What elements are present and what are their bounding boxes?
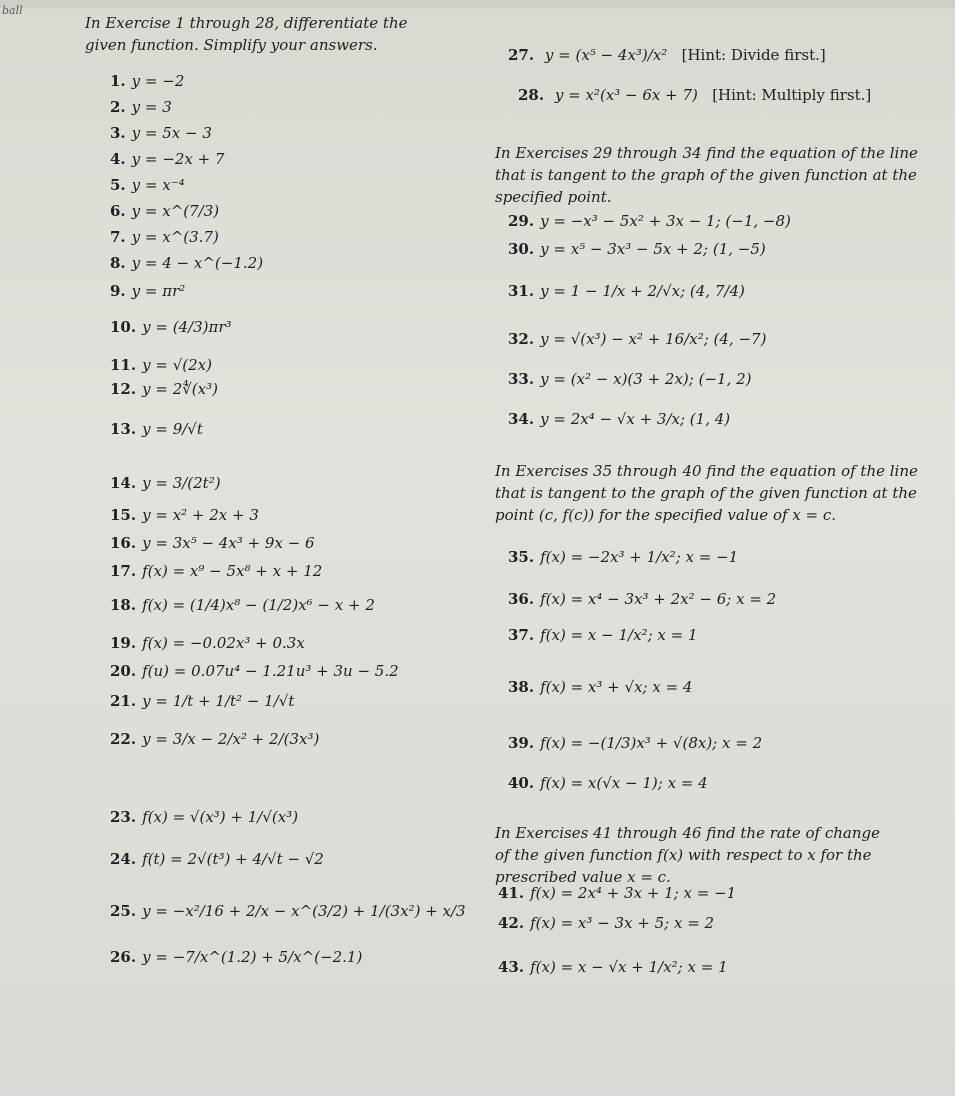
exercise-formula: y = x^(7/3) [131, 202, 220, 220]
exercise-number: 9. [110, 282, 126, 300]
exercise-formula: f(x) = −(1/3)x³ + √(8x); x = 2 [540, 734, 763, 752]
exercise-formula: y = −x²/16 + 2/x − x^(3/2) + 1/(3x²) + x/3 [142, 902, 466, 920]
exercise-row [110, 692, 294, 710]
exercise-formula: f(x) = x − 1/x²; x = 1 [540, 626, 698, 644]
exercise-formula: y = 9/√t [142, 420, 203, 438]
exercise-row [110, 318, 232, 336]
exercise-row [110, 808, 298, 826]
exercise-formula: f(x) = x(√x − 1); x = 4 [540, 774, 708, 792]
exercise-27: 27. y = (x⁵ − 4x³)/x² [Hint: Divide first.] [508, 46, 826, 64]
exercise-number: 29. [508, 212, 535, 230]
exercise-number: 4. [110, 150, 126, 168]
exercise-number: 37. [508, 626, 535, 644]
exercise-formula: f(x) = x⁹ − 5x⁸ + x + 12 [142, 562, 323, 580]
exercise-formula: y = (4/3)πr³ [142, 318, 232, 336]
exercise-number: 26. [110, 948, 137, 966]
exercise-row [110, 254, 263, 272]
exercise-number: 15. [110, 506, 137, 524]
exercise-number: 36. [508, 590, 535, 608]
exercise-row [508, 734, 762, 752]
exercise-formula: y = 1/t + 1/t² − 1/√t [142, 692, 295, 710]
exercise-formula: y = 2x⁴ − √x + 3/x; (1, 4) [540, 410, 731, 428]
exercise-formula: y = 4 − x^(−1.2) [131, 254, 264, 272]
exercise-row [110, 474, 221, 492]
exercise-formula: y = x⁻⁴ [131, 176, 185, 194]
exercise-formula: f(x) = x⁴ − 3x³ + 2x² − 6; x = 2 [540, 590, 777, 608]
instructions-41-46: In Exercises 41 through 46 find the rate of change of the given function f(x) with respect to x for the prescribed value x = c. [495, 824, 880, 886]
exercise-formula: f(x) = √(x³) + 1/√(x³) [142, 808, 299, 826]
exercise-number: 43. [498, 958, 525, 976]
exercise-formula: y = √(2x) [142, 356, 212, 374]
exercise-row [508, 370, 752, 388]
exercise-formula: f(t) = 2√(t³) + 4/√t − √2 [142, 850, 324, 868]
exercise-row [110, 150, 224, 168]
exercise-number: 8. [110, 254, 126, 272]
exercise-number: 32. [508, 330, 535, 348]
exercise-number: 11. [110, 356, 137, 374]
exercise-row [508, 212, 791, 230]
exercise-row [508, 548, 738, 566]
exercise-row [110, 202, 219, 220]
exercise-number: 1. [110, 72, 126, 90]
instructions-35-40: In Exercises 35 through 40 find the equation of the line that is tangent to the graph of the given function at the point (c, f(c)) for the specified value of x = c. [495, 462, 918, 524]
exercise-formula: f(x) = 2x⁴ + 3x + 1; x = −1 [530, 884, 737, 902]
exercise-number: 17. [110, 562, 137, 580]
exercise-row [110, 420, 203, 438]
exercise-number: 22. [110, 730, 137, 748]
exercise-row [110, 228, 219, 246]
exercise-number: 38. [508, 678, 535, 696]
exercise-row [110, 948, 362, 966]
exercise-formula: y = x^(3.7) [131, 228, 219, 246]
exercise-number: 13. [110, 420, 137, 438]
exercise-row [498, 884, 736, 902]
exercise-row [508, 410, 730, 428]
exercise-row [498, 958, 728, 976]
exercise-row [508, 774, 708, 792]
exercise-row [110, 72, 184, 90]
exercise-formula: y = πr² [131, 282, 186, 300]
exercise-number: 18. [110, 596, 137, 614]
exercise-number: 35. [508, 548, 535, 566]
exercise-row [110, 730, 319, 748]
exercise-number: 41. [498, 884, 525, 902]
exercise-formula: y = −2x + 7 [131, 150, 225, 168]
exercise-number: 14. [110, 474, 137, 492]
page-top-edge [0, 0, 955, 8]
exercise-row [110, 506, 259, 524]
exercise-number: 5. [110, 176, 126, 194]
exercise-row [110, 850, 324, 868]
exercise-formula: f(x) = −0.02x³ + 0.3x [142, 634, 305, 652]
exercise-formula: y = x⁵ − 3x³ − 5x + 2; (1, −5) [540, 240, 766, 258]
exercise-number: 42. [498, 914, 525, 932]
exercise-row [508, 678, 692, 696]
exercise-formula: y = 3 [131, 98, 172, 116]
exercise-row [110, 98, 172, 116]
exercise-formula: y = 1 − 1/x + 2/√x; (4, 7/4) [540, 282, 745, 300]
exercise-number: 16. [110, 534, 137, 552]
exercise-row [508, 282, 745, 300]
exercise-row [110, 562, 322, 580]
exercise-formula: y = 3/x − 2/x² + 2/(3x³) [142, 730, 320, 748]
exercise-28: 28. y = x²(x³ − 6x + 7) [Hint: Multiply first.] [518, 86, 872, 104]
exercise-formula: f(x) = x − √x + 1/x²; x = 1 [530, 958, 728, 976]
exercise-row [508, 626, 698, 644]
exercise-number: 2. [110, 98, 126, 116]
exercise-formula: f(x) = (1/4)x⁸ − (1/2)x⁶ − x + 2 [142, 596, 375, 614]
exercise-number: 21. [110, 692, 137, 710]
corner-handwriting: ball [2, 4, 23, 17]
exercise-formula: y = 3x⁵ − 4x³ + 9x − 6 [142, 534, 315, 552]
exercise-formula: y = −7/x^(1.2) + 5/x^(−2.1) [142, 948, 363, 966]
exercise-row [110, 356, 212, 374]
exercise-row [110, 534, 315, 552]
exercise-formula: f(x) = x³ − 3x + 5; x = 2 [530, 914, 715, 932]
exercise-number: 7. [110, 228, 126, 246]
exercise-number: 19. [110, 634, 137, 652]
exercise-formula: y = 5x − 3 [131, 124, 212, 142]
exercise-row [498, 914, 714, 932]
exercise-number: 34. [508, 410, 535, 428]
exercise-row [110, 124, 212, 142]
exercise-formula: f(x) = −2x³ + 1/x²; x = −1 [540, 548, 739, 566]
exercise-number: 3. [110, 124, 126, 142]
exercise-number: 20. [110, 662, 137, 680]
exercise-formula: y = x² + 2x + 3 [142, 506, 259, 524]
exercise-number: 25. [110, 902, 137, 920]
exercise-row [110, 634, 305, 652]
exercise-row [110, 282, 185, 300]
exercise-formula: y = −x³ − 5x² + 3x − 1; (−1, −8) [540, 212, 791, 230]
left-instructions: In Exercise 1 through 28, differentiate the given function. Simplify your answers. [85, 14, 408, 54]
exercise-row [110, 902, 466, 920]
exercise-formula: y = −2 [131, 72, 185, 90]
exercise-number: 23. [110, 808, 137, 826]
exercise-row [110, 662, 399, 680]
exercise-row [508, 590, 776, 608]
exercise-number: 10. [110, 318, 137, 336]
instructions-29-34: In Exercises 29 through 34 find the equation of the line that is tangent to the graph of the given function at the specified point. [495, 144, 918, 206]
exercise-formula: y = 2∜(x³) [142, 380, 218, 398]
exercise-number: 30. [508, 240, 535, 258]
exercise-row [110, 176, 185, 194]
exercise-number: 33. [508, 370, 535, 388]
exercise-formula: y = (x² − x)(3 + 2x); (−1, 2) [540, 370, 752, 388]
exercise-formula: y = √(x³) − x² + 16/x²; (4, −7) [540, 330, 767, 348]
exercise-number: 6. [110, 202, 126, 220]
exercise-formula: f(u) = 0.07u⁴ − 1.21u³ + 3u − 5.2 [142, 662, 399, 680]
exercise-number: 40. [508, 774, 535, 792]
exercise-row [110, 596, 375, 614]
exercise-number: 31. [508, 282, 535, 300]
exercise-row [508, 330, 766, 348]
exercise-number: 24. [110, 850, 137, 868]
exercise-number: 12. [110, 380, 137, 398]
exercise-formula: y = 3/(2t²) [142, 474, 221, 492]
exercise-row [110, 380, 218, 398]
exercise-row [508, 240, 766, 258]
exercise-formula: f(x) = x³ + √x; x = 4 [540, 678, 693, 696]
exercise-number: 39. [508, 734, 535, 752]
